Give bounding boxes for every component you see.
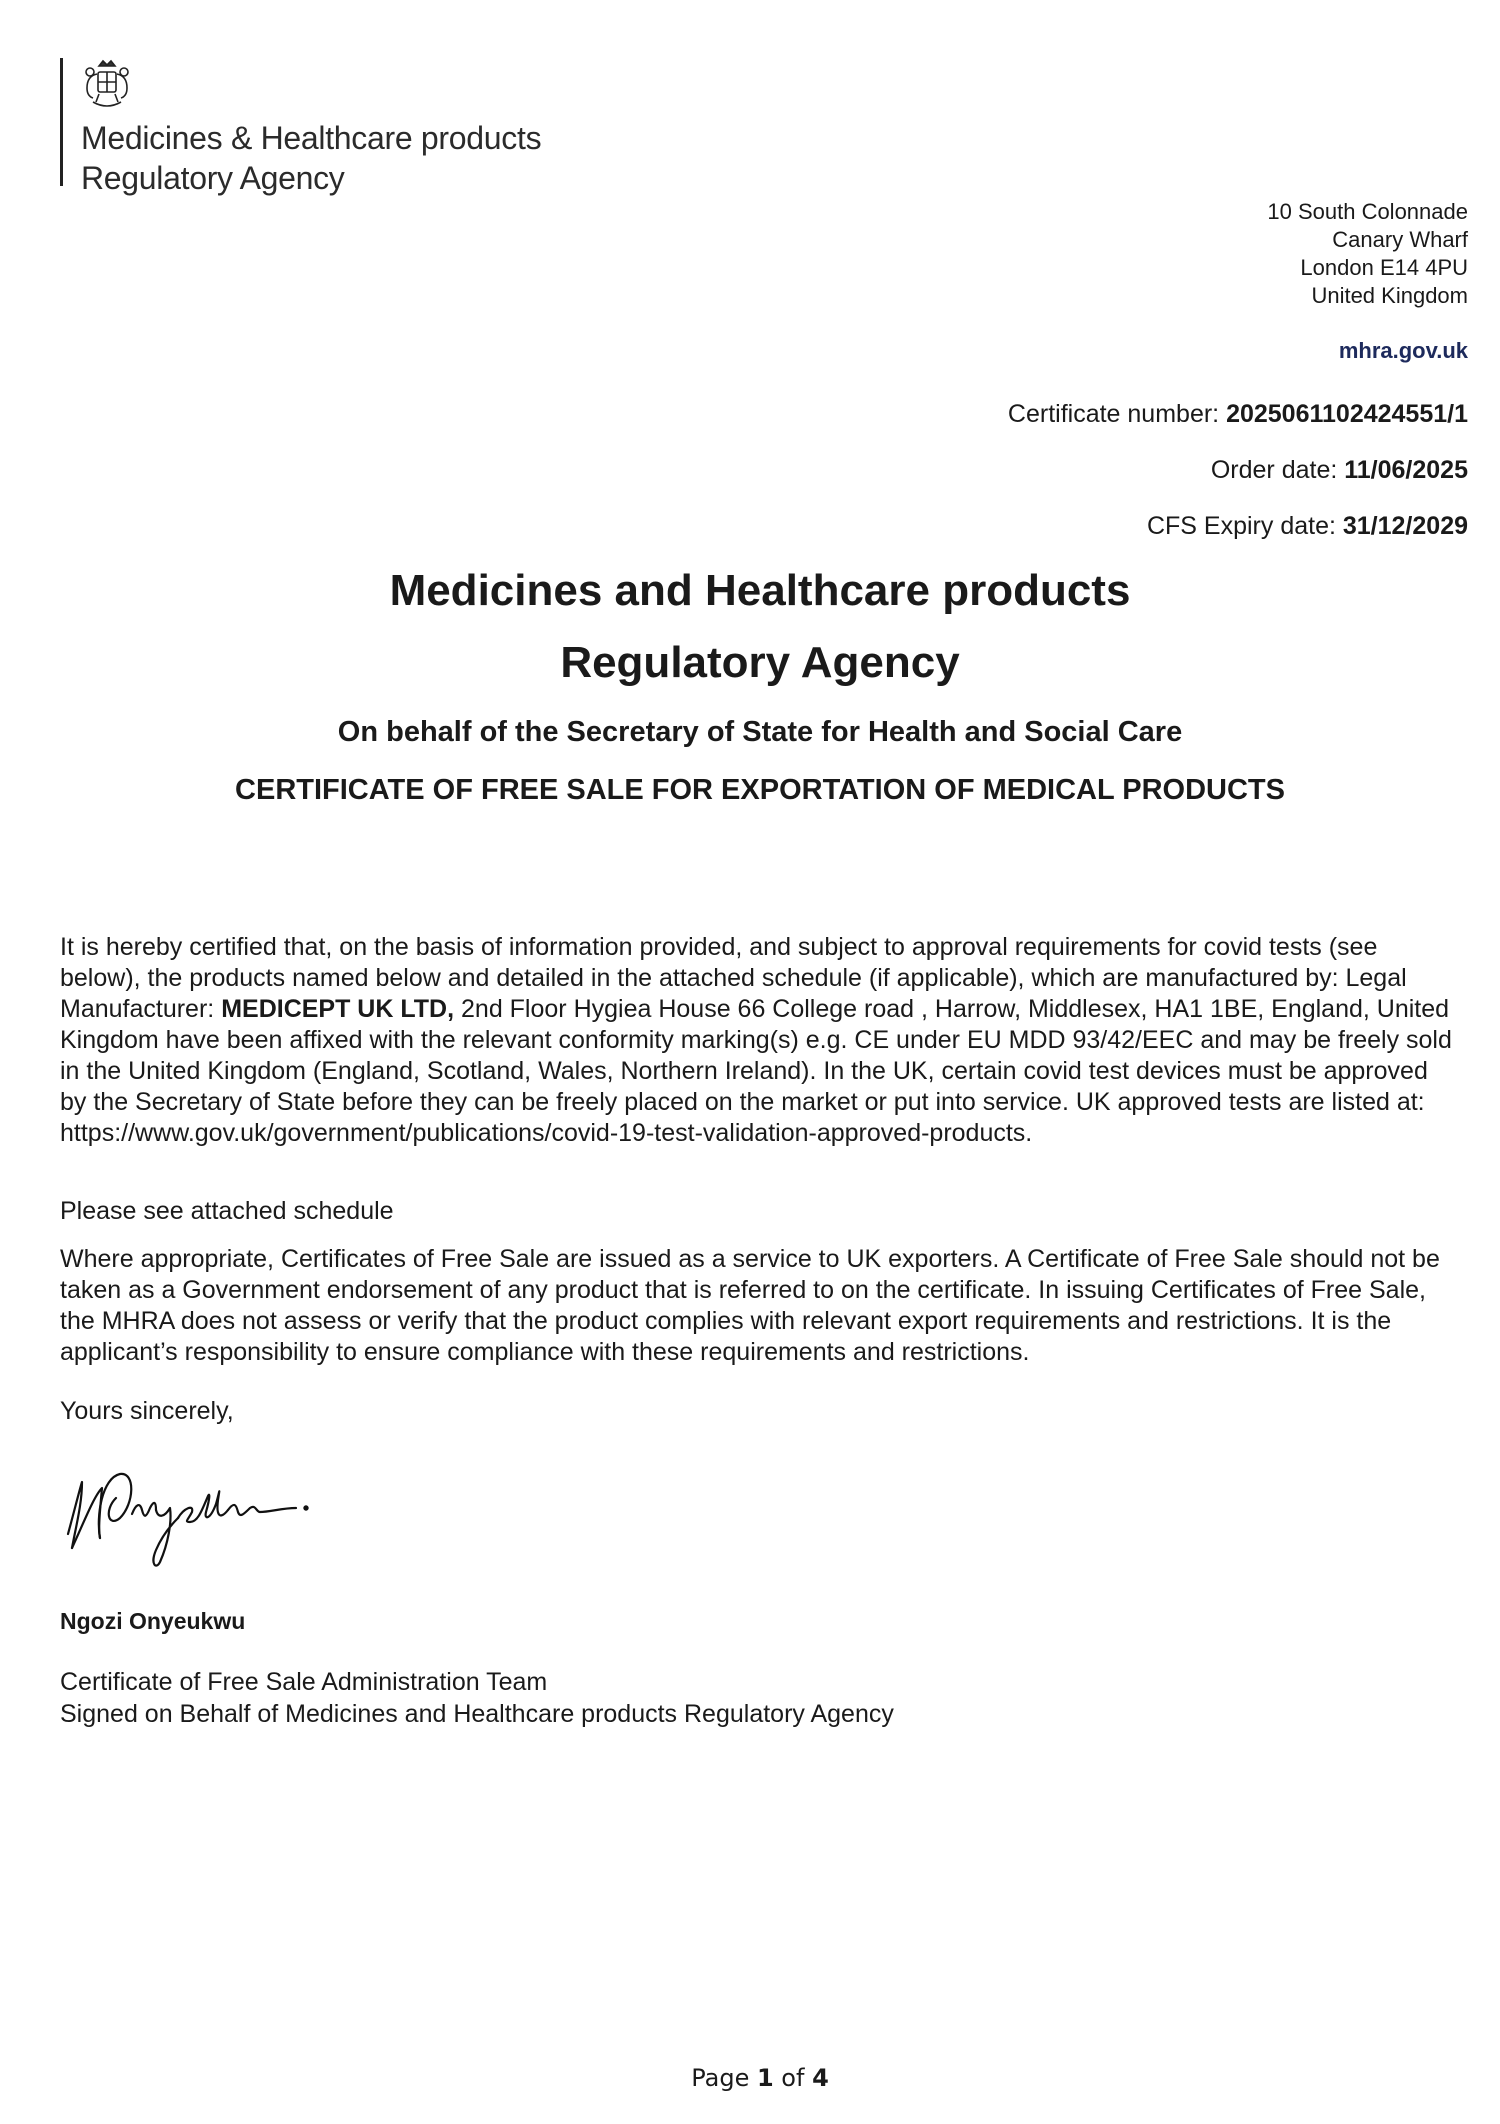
document-title-line-1: Medicines and Healthcare products <box>389 566 1131 615</box>
signatory-on-behalf: Signed on Behalf of Medicines and Healthcare products Regulatory Agency <box>60 1700 894 1728</box>
page-word: Page <box>691 2064 757 2092</box>
certification-paragraph <box>60 932 1460 1149</box>
handwritten-signature <box>60 1452 420 1570</box>
certification-text-end: 2nd Floor Hygiea House 66 College road , Harrow, Middlesex, HA1 1BE, England, United Kingdom have been affixed with the relevant conformity marking(s) e.g. CE under EU MDD 93/42/EEC and may be freely sold in the United Kingdom (England, Scotland, Wales, Northern Ireland). In the UK, certain covid test devices must be approved by the Secretary of State before they can be freely placed on the market or put into service. UK approved tests are listed at: https://www.gov.uk/government/publications/covid-19-test-validation-approved-products. <box>60 995 1452 1147</box>
order-date-value: 11/06/2025 <box>1344 456 1468 484</box>
page-number-footer <box>0 2064 1500 2092</box>
expiry-date-value: 31/12/2029 <box>1342 512 1468 540</box>
expiry-date-label: CFS Expiry date: <box>1146 512 1343 540</box>
closing-salutation: Yours sincerely, <box>60 1397 234 1425</box>
order-date <box>1211 456 1468 485</box>
website-link[interactable]: mhra.gov.uk <box>1338 338 1468 363</box>
agency-wordmark-line-2: Regulatory Agency <box>81 160 345 196</box>
agency-wordmark-line-1: Medicines & Healthcare products <box>81 120 542 156</box>
certificate-number-label: Certificate number: <box>1007 400 1227 428</box>
agency-wordmark <box>81 118 541 198</box>
manufacturer-name: MEDICEPT UK LTD, <box>221 995 455 1023</box>
document-title-line-2: Regulatory Agency <box>560 638 960 687</box>
order-date-label: Order date: <box>1210 456 1345 484</box>
postal-address <box>1267 198 1468 310</box>
address-line-3: London E14 4PU <box>1300 255 1468 280</box>
signatory-details <box>60 1666 894 1730</box>
certificate-heading: CERTIFICATE OF FREE SALE FOR EXPORTATION OF MEDICAL PRODUCTS <box>235 774 1285 806</box>
disclaimer-paragraph: Where appropriate, Certificates of Free Sale are issued as a service to UK exporters. A Certificate of Free Sale should not be taken as a Government endorsement of any product that is referred to on the certificate. In issuing Certificates of Free Sale, the MHRA does not assess or verify that the product complies with relevant export requirements and restrictions. It is the applicant’s responsibility to ensure compliance with these requirements and restrictions. <box>60 1245 1440 1366</box>
schedule-note: Please see attached schedule <box>60 1197 394 1225</box>
address-line-2: Canary Wharf <box>1332 227 1468 252</box>
royal-coat-of-arms-icon <box>79 58 135 114</box>
of-word: of <box>773 2064 813 2092</box>
certification-text-start: It is hereby certified that, on the basis of information provided, and subject to approval requirements for covid tests (see below), the products named below and detailed in the attached schedule (if applicable), which are manufactured by: Legal Manufacturer: <box>60 933 1407 1023</box>
certificate-number <box>1008 400 1468 429</box>
agency-logo <box>60 58 542 196</box>
address-line-1: 10 South Colonnade <box>1267 199 1468 224</box>
address-line-4: United Kingdom <box>1311 283 1468 308</box>
total-pages: 4 <box>812 2064 829 2092</box>
signatory-name: Ngozi Onyeukwu <box>60 1608 246 1634</box>
signatory-team: Certificate of Free Sale Administration Team <box>60 1668 548 1696</box>
certificate-number-value: 2025061102424551/1 <box>1226 400 1468 428</box>
document-subtitle: On behalf of the Secretary of State for Health and Social Care <box>337 716 1183 748</box>
expiry-date <box>1147 512 1468 541</box>
current-page: 1 <box>756 2064 774 2092</box>
